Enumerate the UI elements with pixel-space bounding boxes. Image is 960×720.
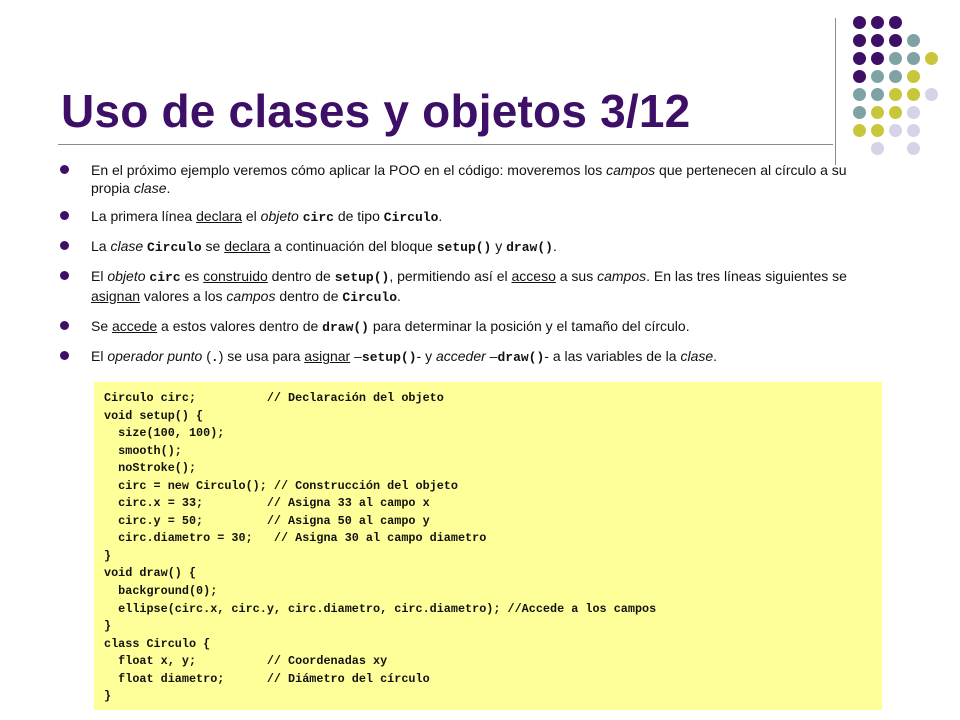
code-span: draw() — [497, 350, 545, 365]
code-line: circ.x = 33; // Asigna 33 al campo x — [104, 496, 430, 511]
dot — [853, 16, 866, 29]
bullet-item — [58, 207, 848, 227]
dot — [853, 34, 866, 47]
code-span: setup() — [436, 240, 492, 255]
text-span: asignan — [91, 288, 141, 304]
dot — [907, 70, 920, 83]
code-span: circ — [149, 270, 181, 285]
code-line: void setup() { — [104, 408, 204, 423]
bullet-item — [58, 317, 848, 337]
title-underline — [58, 144, 833, 145]
code-span: . — [210, 350, 219, 365]
code-line: class Circulo { — [104, 636, 211, 651]
code-line: ellipse(circ.x, circ.y, circ.diametro, circ.diametro); //Accede a los campos — [104, 601, 657, 616]
code-span: draw() — [322, 320, 369, 335]
dot — [907, 106, 920, 119]
dot — [925, 52, 938, 65]
text-span: El — [91, 268, 108, 284]
dot — [889, 52, 902, 65]
dot — [871, 52, 884, 65]
text-span: ) se usa para — [218, 348, 305, 364]
dot — [853, 52, 866, 65]
text-span: objeto — [260, 208, 299, 224]
code-line: float diametro; // Diámetro del círculo — [104, 671, 430, 686]
code-block — [94, 382, 882, 710]
dot — [907, 124, 920, 137]
code-span: setup() — [334, 270, 390, 285]
text-span: acceder — [435, 348, 486, 364]
dot — [907, 142, 920, 155]
text-span: . — [552, 238, 557, 254]
code-line: size(100, 100); — [104, 426, 225, 441]
code-line: } — [104, 548, 112, 563]
text-span: asignar — [304, 348, 351, 364]
dot — [871, 34, 884, 47]
text-span: El — [91, 348, 108, 364]
text-span: Se — [91, 318, 113, 334]
text-span: campos — [226, 288, 276, 304]
text-span: de tipo — [333, 208, 384, 224]
text-span: valores a los — [140, 288, 227, 304]
code-line: } — [104, 689, 112, 704]
text-span: y — [491, 238, 507, 254]
text-span: a estos valores dentro de — [157, 318, 323, 334]
slide-title: Uso de clases y objetos 3/12 — [61, 85, 691, 137]
bullet-list — [58, 161, 848, 377]
code-span: Circulo — [383, 210, 439, 225]
dot — [853, 70, 866, 83]
dot — [871, 16, 884, 29]
code-line: void draw() { — [104, 566, 197, 581]
dot — [871, 106, 884, 119]
text-span: clase — [680, 348, 714, 364]
text-span: a sus — [555, 268, 598, 284]
code-line: circ = new Circulo(); // Construcción del objeto — [104, 478, 458, 493]
text-span: construido — [203, 268, 268, 284]
code-line: noStroke(); — [104, 461, 197, 476]
code-line: Circulo circ; // Declaración del objeto — [104, 391, 444, 405]
text-span: el — [241, 208, 261, 224]
text-span: . — [397, 288, 401, 304]
dot — [889, 106, 902, 119]
dot — [907, 88, 920, 101]
bullet-item — [58, 267, 848, 307]
text-span: - a las variables de la — [544, 348, 681, 364]
text-span: operador punto — [107, 348, 203, 364]
code-span: draw() — [506, 240, 553, 255]
code-span: circ — [302, 210, 334, 225]
text-span: . — [713, 348, 718, 364]
text-span: clase — [110, 238, 144, 254]
bullet-item — [58, 347, 848, 367]
dot — [889, 16, 902, 29]
text-span: accede — [112, 318, 158, 334]
text-span: – — [350, 348, 362, 364]
code-span: Circulo — [342, 290, 397, 305]
code-span: Circulo — [147, 240, 202, 255]
dot — [871, 124, 884, 137]
text-span: - y — [416, 348, 436, 364]
text-span: En el próximo ejemplo veremos cómo aplicar la POO en el código: moveremos los — [91, 162, 607, 178]
code-line: smooth(); — [104, 443, 182, 458]
text-span: La — [91, 238, 111, 254]
text-span: . En las tres líneas siguientes se — [646, 268, 847, 284]
text-span: declara — [224, 238, 271, 254]
dot — [853, 124, 866, 137]
text-span: , permitiendo así el — [389, 268, 512, 284]
text-span: es — [180, 268, 204, 284]
text-span: a continuación del bloque — [270, 238, 437, 254]
dot — [871, 70, 884, 83]
text-span: campos — [597, 268, 647, 284]
text-span: se — [201, 238, 225, 254]
text-span: para determinar la posición y el tamaño del círculo. — [368, 318, 690, 334]
text-span: . — [438, 208, 443, 224]
text-span: ( — [202, 348, 211, 364]
text-span: – — [485, 348, 498, 364]
code-line: circ.diametro = 30; // Asigna 30 al campo diametro — [104, 531, 487, 546]
dot — [871, 142, 884, 155]
code-line: background(0); — [104, 584, 218, 599]
text-span: La primera línea — [91, 208, 197, 224]
text-span: dentro de — [275, 288, 343, 304]
dot — [907, 52, 920, 65]
dot — [889, 34, 902, 47]
bullet-item — [58, 237, 848, 257]
dot — [907, 34, 920, 47]
text-span: que pertenecen al círculo a su propia — [91, 162, 847, 196]
dot — [925, 88, 938, 101]
code-line: float x, y; // Coordenadas xy — [104, 654, 388, 669]
dot — [853, 106, 866, 119]
text-span: campos — [606, 162, 656, 178]
vertical-divider — [835, 18, 836, 165]
bullet-item — [58, 161, 848, 197]
dot — [889, 88, 902, 101]
text-span: acceso — [511, 268, 556, 284]
text-span: declara — [196, 208, 242, 224]
text-span: clase — [133, 180, 167, 196]
dot — [853, 88, 866, 101]
dot — [889, 124, 902, 137]
text-span: . — [166, 180, 171, 196]
dot — [871, 88, 884, 101]
dot — [889, 70, 902, 83]
code-line: } — [104, 619, 112, 634]
text-span: dentro de — [267, 268, 335, 284]
text-span: objeto — [107, 268, 146, 284]
code-span: setup() — [361, 350, 417, 365]
code-line: circ.y = 50; // Asigna 50 al campo y — [104, 513, 430, 528]
